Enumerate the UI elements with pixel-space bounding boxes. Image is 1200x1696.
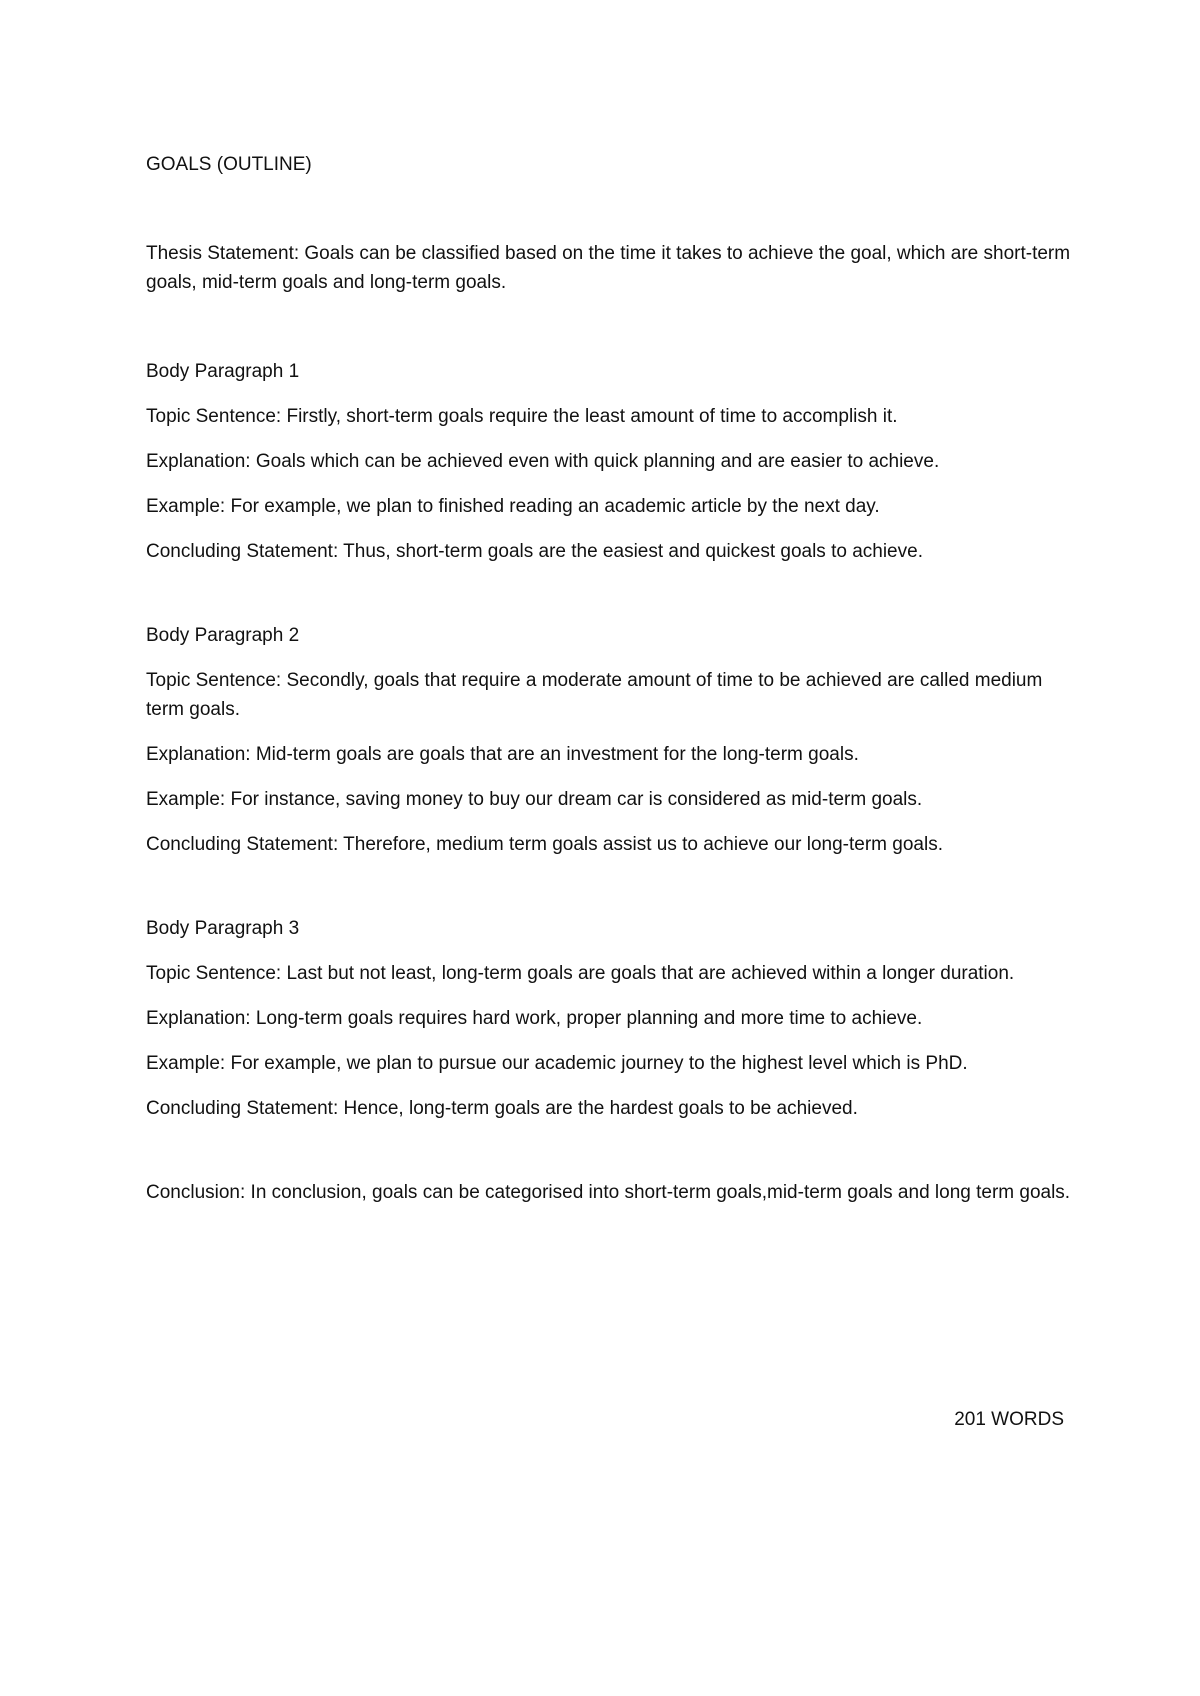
body-paragraph-2-heading: Body Paragraph 2 bbox=[146, 625, 300, 646]
body-paragraph-1-concluding-statement: Concluding Statement: Thus, short-term goals are the easiest and quickest goals to achieve. bbox=[146, 541, 923, 562]
body-paragraph-3-explanation: Explanation: Long-term goals requires hard work, proper planning and more time to achieve. bbox=[146, 1008, 923, 1029]
document-body bbox=[146, 150, 1076, 1207]
body-paragraph-1 bbox=[146, 357, 1076, 566]
conclusion: Conclusion: In conclusion, goals can be categorised into short-term goals,mid-term goals and long term goals. bbox=[146, 1182, 1071, 1203]
body-paragraph-2-example: Example: For instance, saving money to buy our dream car is considered as mid-term goals. bbox=[146, 789, 923, 810]
body-paragraph-3 bbox=[146, 914, 1076, 1123]
word-count: 201 WORDS bbox=[954, 1409, 1064, 1430]
document-title: GOALS (OUTLINE) bbox=[146, 154, 312, 175]
body-paragraph-2-topic-sentence: Topic Sentence: Secondly, goals that require a moderate amount of time to be achieved are called medium term goals. bbox=[146, 670, 1043, 720]
body-paragraph-1-heading: Body Paragraph 1 bbox=[146, 361, 300, 382]
body-paragraph-3-topic-sentence: Topic Sentence: Last but not least, long-term goals are goals that are achieved within a longer duration. bbox=[146, 963, 1015, 984]
body-paragraph-3-concluding-statement: Concluding Statement: Hence, long-term goals are the hardest goals to be achieved. bbox=[146, 1098, 858, 1119]
body-paragraph-2-explanation: Explanation: Mid-term goals are goals that are an investment for the long-term goals. bbox=[146, 744, 859, 765]
body-paragraph-2-concluding-statement: Concluding Statement: Therefore, medium term goals assist us to achieve our long-term goals. bbox=[146, 834, 943, 855]
body-paragraph-2 bbox=[146, 621, 1076, 859]
body-paragraph-1-example: Example: For example, we plan to finished reading an academic article by the next day. bbox=[146, 496, 880, 517]
body-paragraph-1-explanation: Explanation: Goals which can be achieved even with quick planning and are easier to achieve. bbox=[146, 451, 940, 472]
body-paragraph-3-heading: Body Paragraph 3 bbox=[146, 918, 300, 939]
body-paragraph-1-topic-sentence: Topic Sentence: Firstly, short-term goals require the least amount of time to accomplish it. bbox=[146, 406, 898, 427]
thesis-statement: Thesis Statement: Goals can be classified based on the time it takes to achieve the goal, which are short-term goals, mid-term goals and long-term goals. bbox=[146, 243, 1071, 293]
body-paragraph-3-example: Example: For example, we plan to pursue our academic journey to the highest level which is PhD. bbox=[146, 1053, 968, 1074]
